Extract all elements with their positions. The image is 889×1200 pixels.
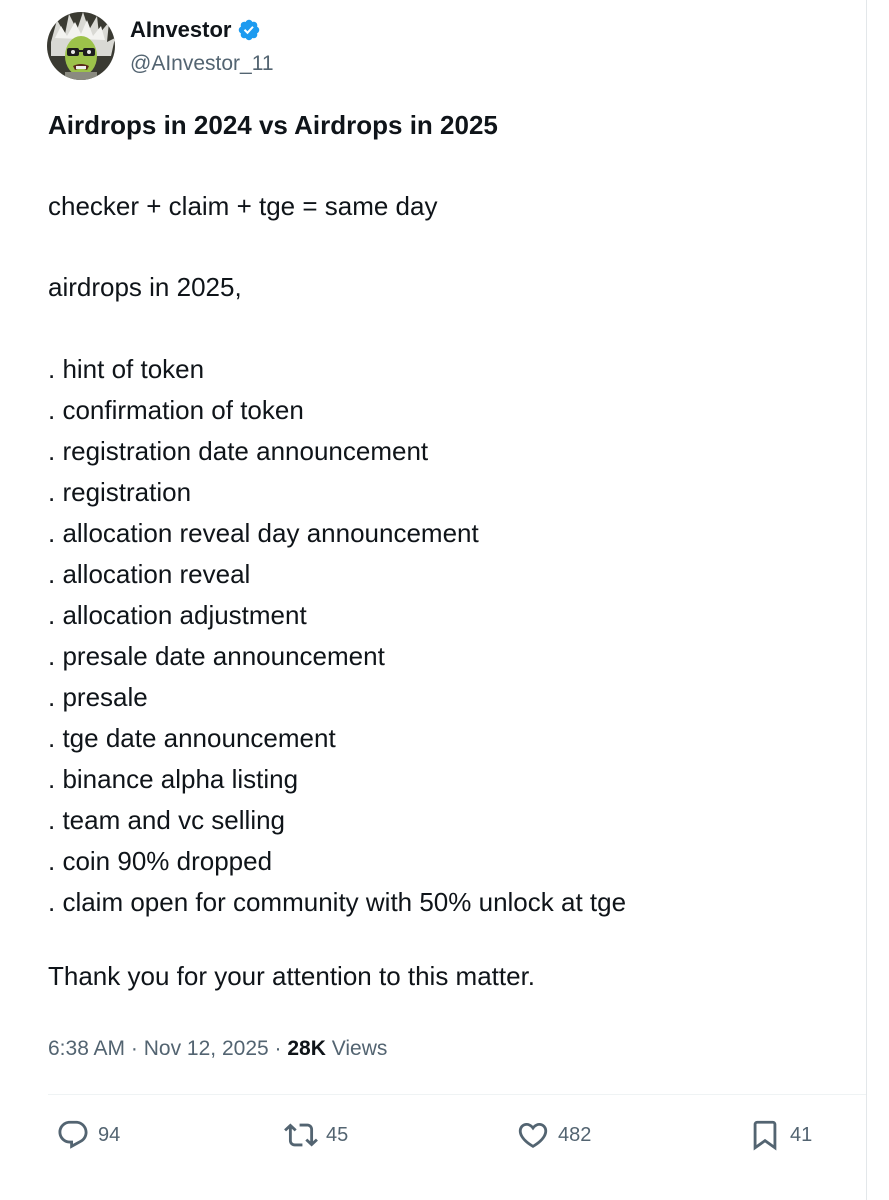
avatar-image [47,12,115,80]
frame-border [866,0,867,1200]
list-item: . allocation reveal [48,559,251,589]
bookmark-count: 41 [790,1123,813,1146]
like-button[interactable] [516,1118,591,1152]
avatar[interactable] [47,12,115,80]
divider [48,1094,866,1095]
repost-icon [284,1118,318,1152]
spacer [48,306,848,349]
tweet-text [48,106,848,995]
list-item: . registration date announcement [48,436,429,466]
author-display-name[interactable]: AInvestor [130,17,232,42]
tweet-meta [48,1034,387,1064]
author-handle[interactable]: @AInvestor_11 [130,52,274,75]
reply-icon [56,1118,90,1152]
like-count: 482 [558,1123,592,1146]
list-item: . confirmation of token [48,395,304,425]
list-item: . team and vc selling [48,805,286,835]
tweet-date[interactable]: Nov 12, 2025 [143,1037,269,1060]
reply-count: 94 [98,1123,121,1146]
bookmark-button[interactable] [748,1118,812,1152]
spacer [48,144,848,187]
tweet-time[interactable]: 6:38 AM [48,1037,126,1060]
meta-separator: · [274,1037,282,1060]
list-item: . registration [48,477,192,507]
list-item: . presale [48,682,148,712]
tweet-line-2024: checker + claim + tge = same day [48,191,438,221]
author-name[interactable] [130,16,261,44]
tweet-headline: Airdrops in 2024 vs Airdrops in 2025 [48,110,498,140]
list-item: . allocation adjustment [48,600,307,630]
list-item: . claim open for community with 50% unlock at tge [48,887,627,917]
bookmark-icon [748,1118,782,1152]
list-item: . allocation reveal day announcement [48,518,479,548]
list-item: . presale date announcement [48,641,385,671]
spacer [48,923,848,957]
views-count: 28K [287,1037,326,1060]
views-label: Views [331,1037,388,1060]
tweet-intro-2025: airdrops in 2025, [48,272,242,302]
spacer [48,225,848,268]
repost-button[interactable] [284,1118,348,1152]
steps-list [48,349,848,923]
list-item: . tge date announcement [48,723,336,753]
heart-icon [516,1118,550,1152]
reply-button[interactable] [56,1118,120,1152]
list-item: . coin 90% dropped [48,846,273,876]
repost-count: 45 [326,1123,349,1146]
list-item: . binance alpha listing [48,764,299,794]
meta-separator: · [130,1037,138,1060]
verified-badge-icon[interactable] [237,18,261,42]
tweet-closing: Thank you for your attention to this matter. [48,961,536,991]
list-item: . hint of token [48,354,205,384]
